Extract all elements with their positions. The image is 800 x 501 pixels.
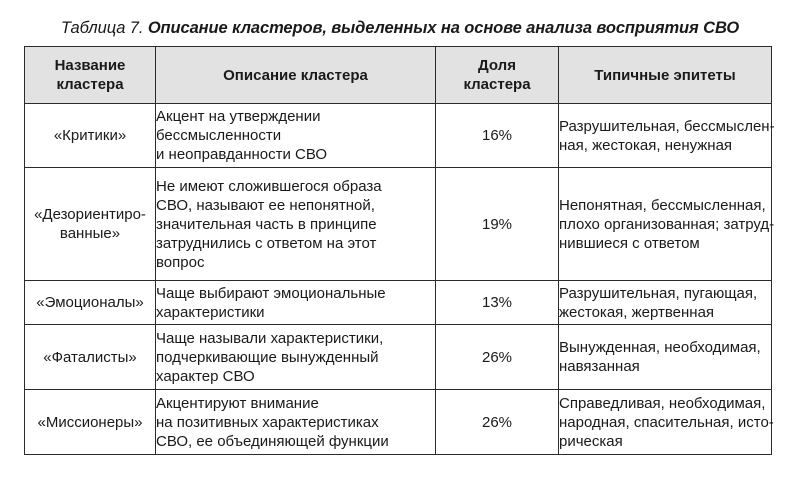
header-line: Типичные эпитеты <box>594 66 736 84</box>
cell-typical-epithets <box>559 325 772 390</box>
cell-line: Непонятная, бессмысленная, <box>559 196 766 214</box>
cell-cluster-name <box>25 281 156 325</box>
cell-line: вопрос <box>156 253 205 271</box>
table-row <box>25 390 772 455</box>
cell-cluster-name <box>25 168 156 281</box>
header-cluster-name <box>25 47 156 104</box>
cell-line: подчеркивающие вынужденный <box>156 348 379 366</box>
cell-line: Чаще выбирают эмоциональные <box>156 284 386 302</box>
cell-line: Акцентируют внимание <box>156 394 319 412</box>
cell-line: жестокая, жертвенная <box>559 303 715 321</box>
cell-cluster-share: 16% <box>436 104 559 168</box>
table-header-row <box>25 47 772 104</box>
cell-cluster-description <box>156 281 436 325</box>
cell-line: народная, спасительная, исто- <box>559 413 774 431</box>
cell-line: «Критики» <box>53 127 127 144</box>
header-line: Доля <box>478 57 516 74</box>
cell-line: характеристики <box>156 303 265 321</box>
table-row <box>25 281 772 325</box>
header-cluster-share <box>436 47 559 104</box>
cell-cluster-description <box>156 104 436 168</box>
cell-cluster-share: 26% <box>436 325 559 390</box>
cell-line: затруднились с ответом на этот <box>156 234 377 252</box>
header-line: Название <box>54 57 126 74</box>
table-row <box>25 168 772 281</box>
cell-line: «Фаталисты» <box>43 348 137 366</box>
cell-typical-epithets <box>559 104 775 168</box>
cell-line: навязанная <box>559 358 640 375</box>
cell-cluster-name <box>25 325 156 390</box>
cell-line: Не имеют сложившегося образа <box>156 177 382 195</box>
cell-line: нившиеся с ответом <box>559 234 700 252</box>
cell-cluster-share: 26% <box>436 390 559 455</box>
cell-cluster-name <box>25 390 156 455</box>
cell-cluster-share: 19% <box>436 168 559 281</box>
cell-line: характер СВО <box>156 367 255 385</box>
header-line: кластера <box>56 76 124 93</box>
cell-cluster-description <box>156 325 436 390</box>
table-row <box>25 325 772 390</box>
cell-line: «Миссионеры» <box>37 413 143 431</box>
cell-line: Вынужденная, необходимая, <box>559 339 761 356</box>
cell-line: СВО, называют ее непонятной, <box>156 196 375 214</box>
cell-typical-epithets <box>559 281 772 325</box>
cell-typical-epithets <box>559 168 775 281</box>
cell-line: Акцент на утверждении <box>156 108 321 125</box>
cell-cluster-description <box>156 168 436 281</box>
table-caption <box>0 19 800 38</box>
header-typical-epithets <box>559 47 772 104</box>
header-line: Описание кластера <box>223 66 368 84</box>
cell-line: Справедливая, необходимая, <box>559 394 766 412</box>
cell-line: бессмысленности <box>156 127 282 144</box>
cell-line: рическая <box>559 432 623 450</box>
cell-line: Чаще называли характеристики, <box>156 329 384 347</box>
cell-line: СВО, ее объединяющей функции <box>156 432 389 450</box>
cell-line: значительная часть в принципе <box>156 215 377 233</box>
cell-cluster-name <box>25 104 156 168</box>
cell-typical-epithets <box>559 390 772 455</box>
cell-line: «Дезориентиро- <box>34 206 146 223</box>
cell-line: Разрушительная, пугающая, <box>559 284 758 302</box>
cell-line: ная, жестокая, ненужная <box>559 136 733 154</box>
clusters-table <box>24 46 775 455</box>
cell-line: плохо организованная; затруд- <box>559 215 775 233</box>
cell-line: Разрушительная, бессмыслен- <box>559 117 775 135</box>
cell-line: и неоправданности СВО <box>156 146 328 163</box>
cell-cluster-share: 13% <box>436 281 559 325</box>
table-title: Описание кластеров, выделенных на основе анализа восприятия СВО <box>147 19 740 37</box>
header-cluster-description <box>156 47 436 104</box>
cell-line: ванные» <box>59 225 121 242</box>
header-line: кластера <box>463 76 531 93</box>
cell-line: на позитивных характеристиках <box>156 413 379 431</box>
table-number: Таблица 7. <box>60 19 144 37</box>
cell-cluster-description <box>156 390 436 455</box>
cell-line: «Эмоционалы» <box>36 294 144 311</box>
table-row <box>25 104 772 168</box>
